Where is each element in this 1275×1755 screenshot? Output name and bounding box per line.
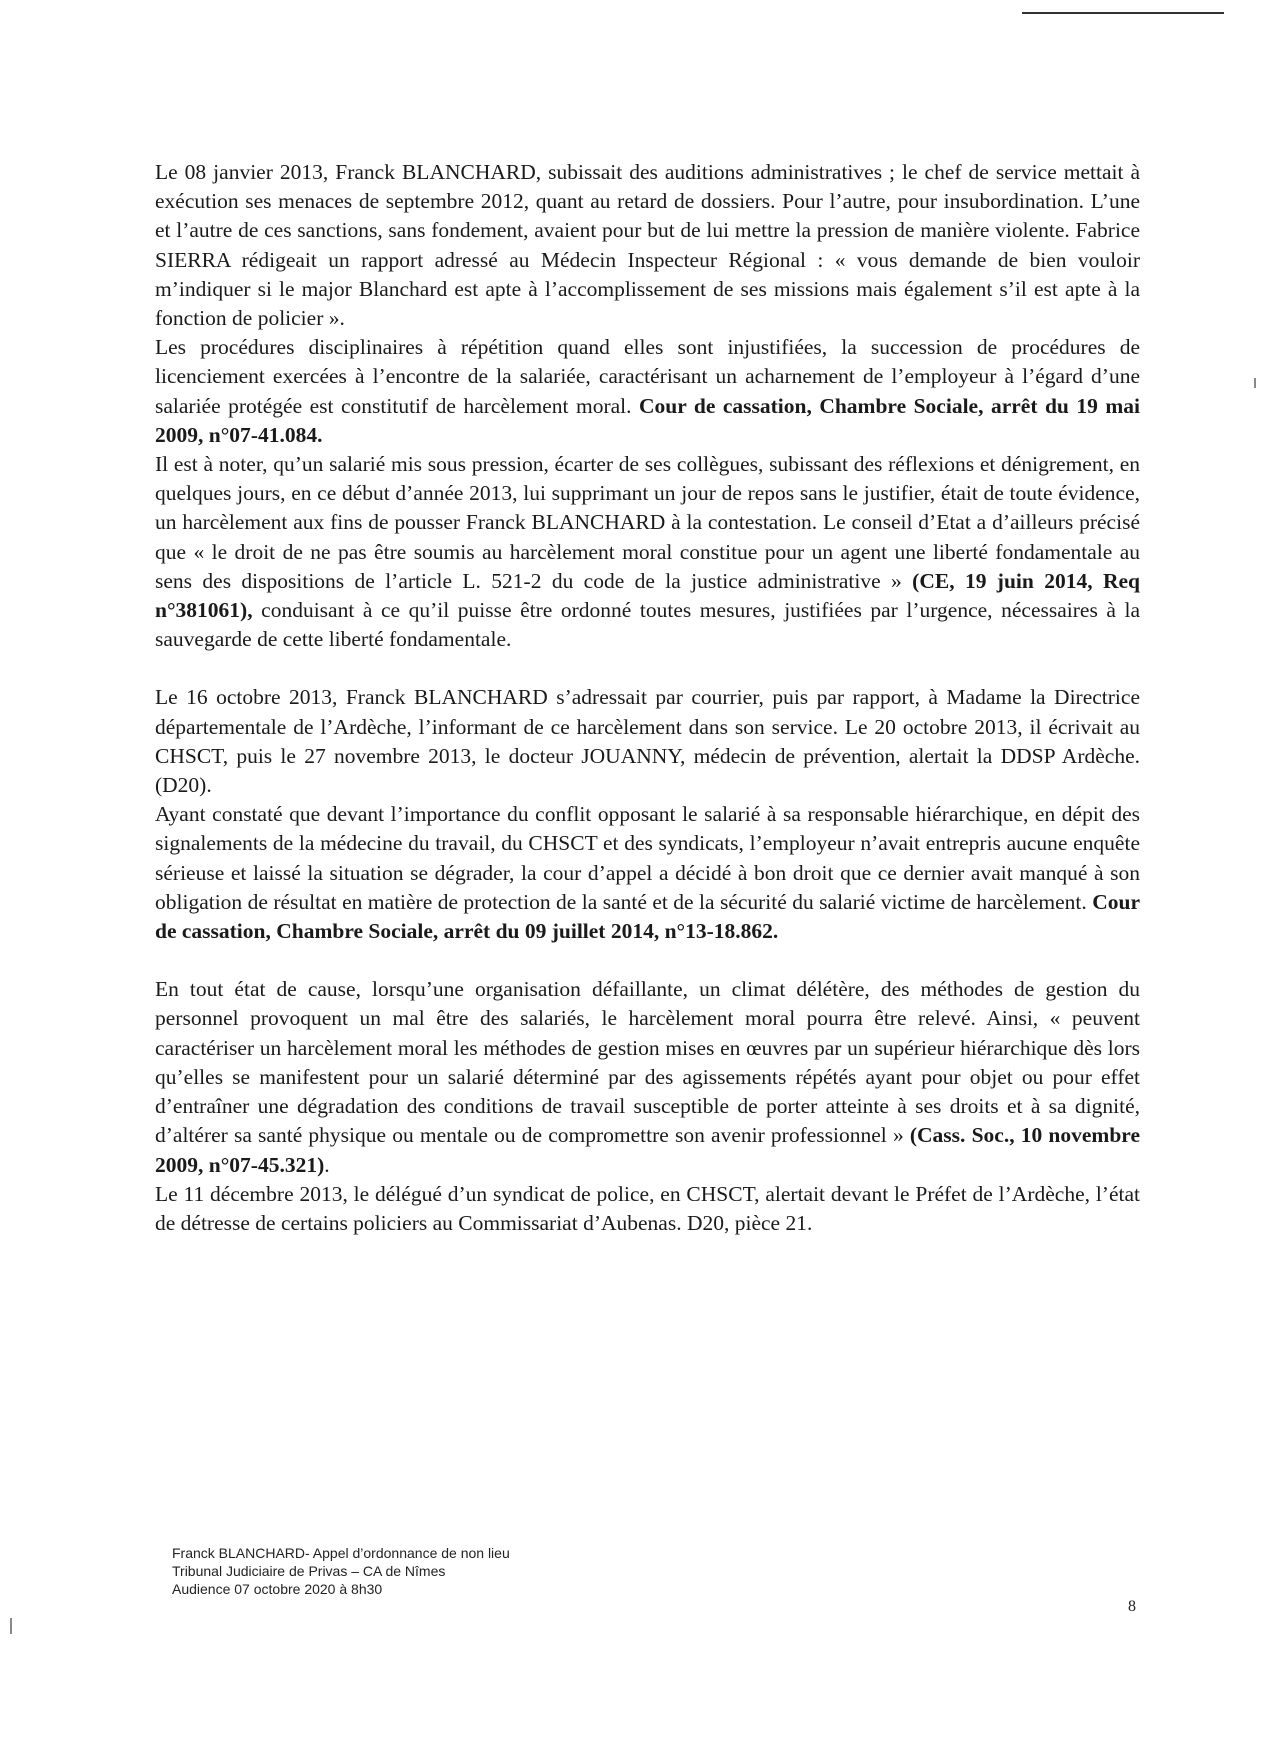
paragraph — [155, 158, 1140, 333]
legal-citation: Cour de cassation, Chambre Sociale, arrêt du 19 mai 2009, n°07-41.084. — [155, 393, 1140, 447]
paragraph-text: . — [324, 1152, 330, 1177]
top-rule — [1022, 12, 1224, 14]
paragraph-text: conduisant à ce qu’il puisse être ordonné toutes mesures, justifiées par l’urgence, nécessaires à la sauvegarde de cette liberté fondamentale. — [155, 598, 1140, 652]
footer-title: Franck BLANCHARD- Appel d’ordonnance de non lieu — [172, 1545, 510, 1561]
paragraph-text: Les procédures disciplinaires à répétition quand elles sont injustifiées, la succession de procédures de licenciement exercées à l’encontre de la salariée, caractérisant un acharnement de l’employeur à l’égard d’une salariée protégée est constitutif de harcèlement moral. — [155, 335, 1140, 418]
paragraph — [155, 800, 1140, 946]
paragraph-gap — [155, 654, 1140, 683]
paragraph-text: En tout état de cause, lorsqu’une organisation défaillante, un climat délétère, des méthodes de gestion du personnel provoquent un mal être des salariés, le harcèlement moral pourra être relevé. Ainsi, « peuvent caractériser un harcèlement moral les méthodes de gestion mises en œuvres par un supérieur hiérarchique dès lors qu’elles se manifestent pour un salarié déterminé par des agissements répétés ayant pour objet ou pour effet d’entraîner une dégradation des conditions de travail susceptible de porter atteinte à ses droits et à sa dignité, d’altérer sa santé physique ou mentale ou de compromettre son avenir professionnel » — [155, 977, 1140, 1148]
paragraph — [155, 683, 1140, 800]
page-number: 8 — [1128, 1598, 1136, 1615]
legal-citation: (CE, 19 juin 2014, Req n°381061), — [155, 568, 1140, 623]
paragraph — [155, 333, 1140, 450]
footer-hearing: Audience 07 octobre 2020 à 8h30 — [172, 1581, 383, 1597]
legal-citation: Cour de cassation, Chambre Sociale, arrêt du 09 juillet 2014, n°13-18.862. — [155, 889, 1140, 944]
scan-mark — [10, 1618, 12, 1634]
paragraph-text: Le 08 janvier 2013, Franck BLANCHARD, subissait des auditions administratives ; le chef de service mettait à exécution ses menaces de septembre 2012, quant au retard de dossiers. Pour l’autre, pour insubordination. L’une et l’autre de ces sanctions, sans fondement, avaient pour but de lui mettre la pression de manière violente. Fabrice SIERRA rédigeait un rapport adressé au Médecin Inspecteur Régional : « vous demande de bien vouloir m’indiquer si le major Blanchard est apte à l’accomplissement de ses missions mais également s’il est apte à la fonction de policier ». — [155, 160, 1140, 331]
paragraph-text: Ayant constaté que devant l’importance du conflit opposant le salarié à sa responsable hiérarchique, en dépit des signalements de la médecine du travail, du CHSCT et des syndicats, l’employeur n’avait entrepris aucune enquête sérieuse et laissé la situation se dégrader, la cour d’appel a décidé à bon droit que ce dernier avait manqué à son obligation de résultat en matière de protection de la santé et de la sécurité du salarié victime de harcèlement. — [155, 802, 1140, 914]
legal-citation: (Cass. Soc., 10 novembre 2009, n°07-45.321) — [155, 1123, 1140, 1177]
scan-mark — [1254, 378, 1256, 388]
document-body — [155, 158, 1140, 1238]
paragraph — [155, 1180, 1140, 1238]
paragraph — [155, 975, 1140, 1179]
paragraph-text: Le 16 octobre 2013, Franck BLANCHARD s’adressait par courrier, puis par rapport, à Madame la Directrice départementale de l’Ardèche, l’informant de ce harcèlement dans son service. Le 20 octobre 2013, il écrivait au CHSCT, puis le 27 novembre 2013, le docteur JOUANNY, médecin de prévention, alertait la DDSP Ardèche. (D20). — [155, 685, 1140, 798]
paragraph-text: Le 11 décembre 2013, le délégué d’un syndicat de police, en CHSCT, alertait devant le Préfet de l’Ardèche, l’état de détresse de certains policiers au Commissariat d’Aubenas. D20, pièce 21. — [155, 1181, 1140, 1235]
paragraph — [155, 450, 1140, 654]
footer-court: Tribunal Judiciaire de Privas – CA de Nîmes — [172, 1563, 446, 1579]
paragraph-text: Il est à noter, qu’un salarié mis sous pression, écarter de ses collègues, subissant des réflexions et dénigrement, en quelques jours, en ce début d’année 2013, lui supprimant un jour de repos sans le justifier, était de toute évidence, un harcèlement aux fins de pousser Franck BLANCHARD à la contestation. Le conseil d’Etat a d’ailleurs précisé que « le droit de ne pas être soumis au harcèlement moral constitue pour un agent une liberté fondamentale au sens des dispositions de l’article L. 521-2 du code de la justice administrative » — [155, 452, 1140, 593]
paragraph-gap — [155, 946, 1140, 975]
page-footer — [172, 1544, 510, 1598]
